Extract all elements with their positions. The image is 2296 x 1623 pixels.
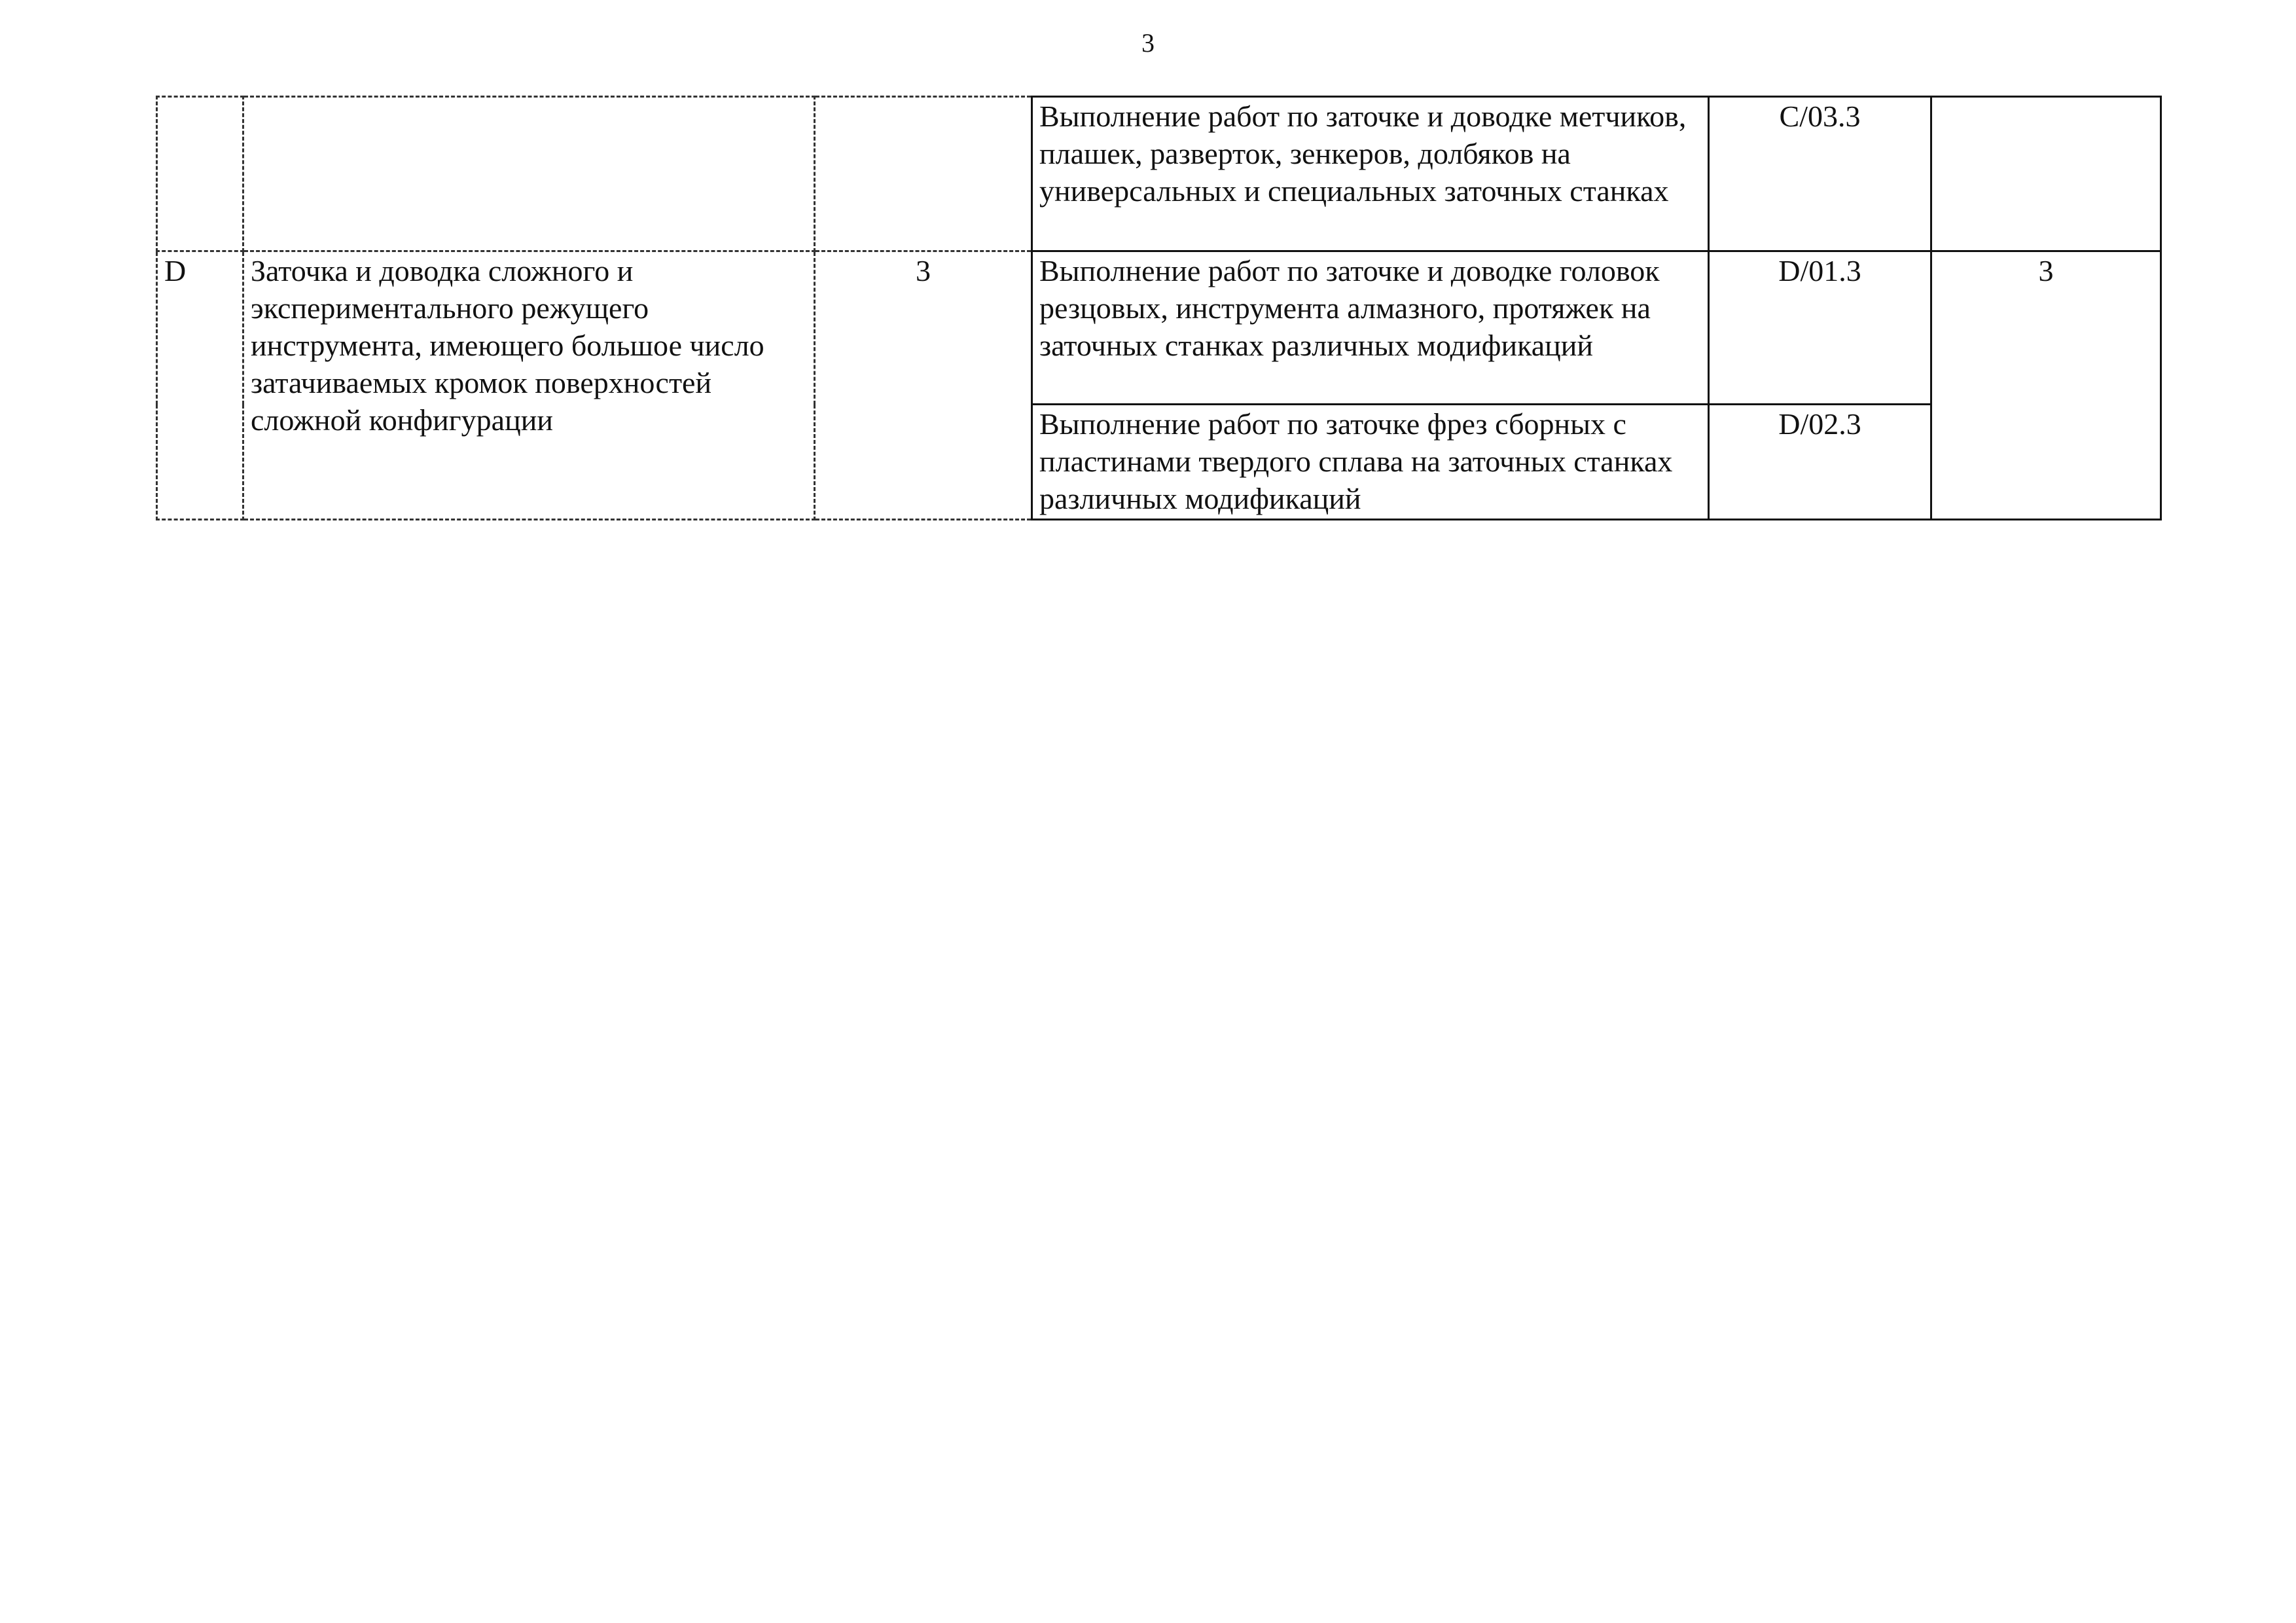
cell-level: 3 xyxy=(815,251,1032,520)
cell-sublevel: 3 xyxy=(1931,251,2161,520)
functions-table xyxy=(156,96,2162,520)
cell-code: D xyxy=(157,251,243,520)
table-row xyxy=(157,251,2161,405)
cell-level xyxy=(815,97,1032,251)
cell-labor-function-code: D/02.3 xyxy=(1709,405,1931,520)
cell-labor-function: Выполнение работ по заточке и доводке метчиков, плашек, разверток, зенкеров, долбяков на универсальных и специальных заточных станках xyxy=(1032,97,1709,251)
page-number: 3 xyxy=(1141,28,1155,58)
cell-sublevel xyxy=(1931,97,2161,251)
table-row xyxy=(157,97,2161,251)
cell-code xyxy=(157,97,243,251)
cell-function-name xyxy=(243,97,815,251)
cell-labor-function: Выполнение работ по заточке и доводке головок резцовых, инструмента алмазного, протяжек на заточных станках различных модификаций xyxy=(1032,251,1709,405)
cell-labor-function: Выполнение работ по заточке фрез сборных с пластинами твердого сплава на заточных станках различных модификаций xyxy=(1032,405,1709,520)
cell-function-name: Заточка и доводка сложного и экспериментального режущего инструмента, имеющего большое число затачиваемых кромок поверхностей сложной конфигурации xyxy=(243,251,815,520)
cell-labor-function-code: C/03.3 xyxy=(1709,97,1931,251)
cell-labor-function-code: D/01.3 xyxy=(1709,251,1931,405)
